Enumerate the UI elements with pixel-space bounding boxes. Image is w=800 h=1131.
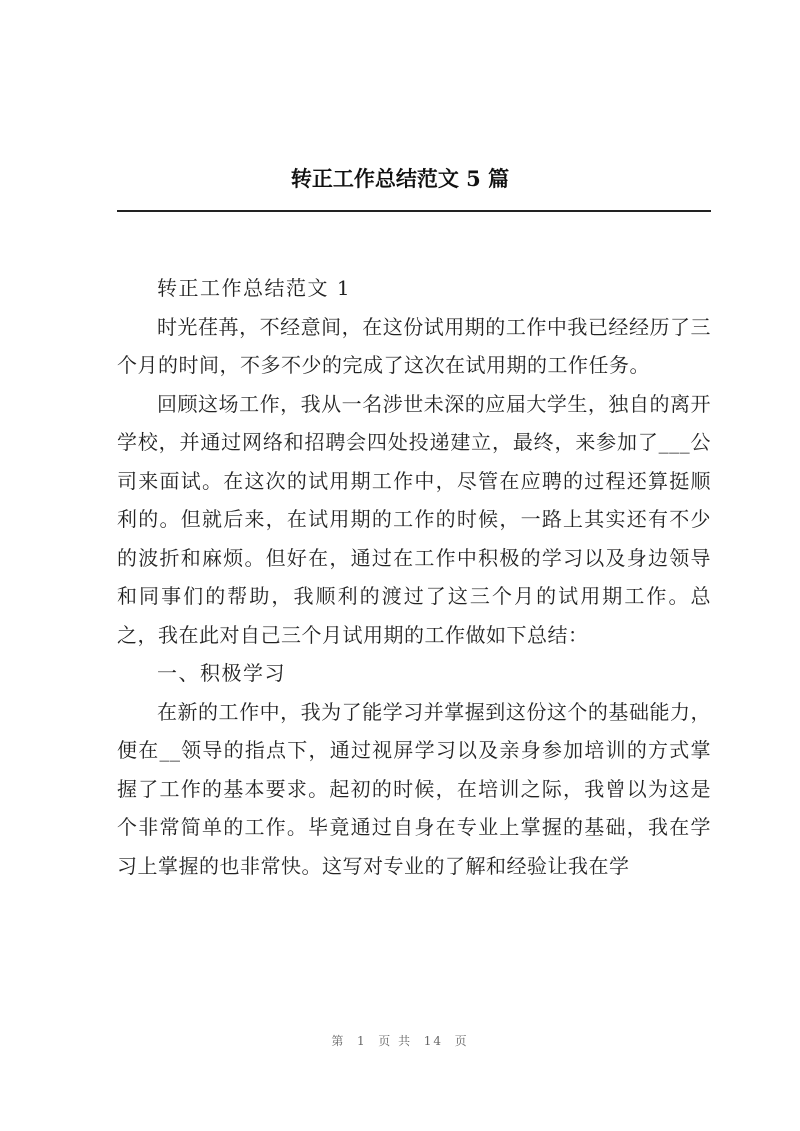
- page-footer: 第 1 页 共 14 页: [331, 1034, 469, 1048]
- section-heading-2: 一、积极学习: [157, 661, 286, 685]
- title-divider: [117, 210, 711, 212]
- paragraph-2: 回顾这场工作，我从一名涉世未深的应届大学生，独自的离开学校，并通过网络和招聘会四处投递建立，最终，来参加了___公司来面试。在这次的试用期工作中，尽管在应聘的过程还算挺顺利的。但就后来，在试用期的工作的时候，一路上其实还有不少的波折和麻烦。但好在，通过在工作中积极的学习以及身边领导和同事们的帮助，我顺利的渡过了这三个月的试用期工作。总之，我在此对自己三个月试用期的工作做如下总结：: [117, 391, 711, 647]
- section-heading-1: 转正工作总结范文 1: [157, 276, 352, 300]
- paragraph-1: 时光荏苒，不经意间，在这份试用期的工作中我已经经历了三个月的时间，不多不少的完成了这次在试用期的工作任务。: [117, 314, 711, 377]
- document-title: 转正工作总结范文 5 篇: [290, 166, 510, 191]
- document-body: [117, 269, 711, 885]
- paragraph-3: 在新的工作中，我为了能学习并掌握到这份这个的基础能力，便在__领导的指点下，通过视屏学习以及亲身参加培训的方式掌握了工作的基本要求。起初的时候，在培训之际，我曾以为这是个非常简单的工作。毕竟通过自身在专业上掌握的基础，我在学习上掌握的也非常快。这写对专业的了解和经验让我在学: [117, 699, 711, 878]
